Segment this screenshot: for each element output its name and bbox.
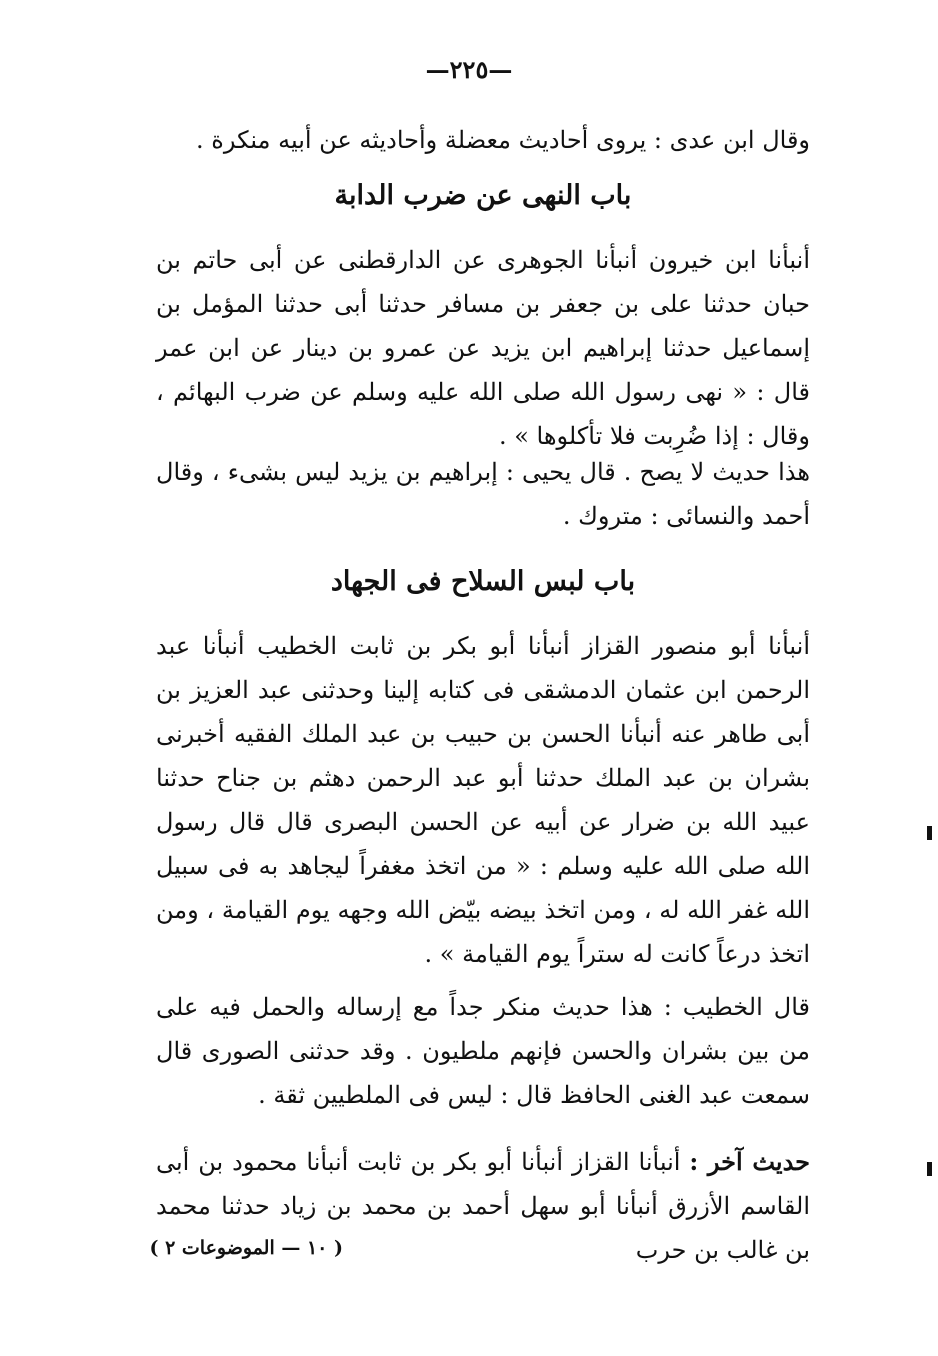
edge-mark <box>927 826 932 840</box>
paragraph-hadith-wearing-arms: أنبأنا أبو منصور القزاز أنبأنا أبو بكر بن ثابت الخطيب أنبأنا عبد الرحمن ابن عثمان الدمشقى فى كتابه إلينا وحدثنى عبد العزيز بن أبى طاهر عنه أنبأنا الحسن بن حبيب بن عبد الملك الفقيه أخبرنى بشران بن عبد الملك حدثنا أبو عبد الرحمن دهثم بن جناح حدثنا عبيد الله بن ضرار عن أبيه عن الحسن البصرى قال قال رسول الله صلى الله عليه وسلم : « من اتخذ مغفراً ليجاهد به فى سبيل الله غفر الله له ، ومن اتخذ بيضه بيّض الله وجهه يوم القيامة ، ومن اتخذ درعاً كانت له ستراً يوم القيامة » . <box>156 632 810 968</box>
section-heading-beating-animals: باب النهى عن ضرب الدابة <box>334 180 632 211</box>
page-number: —٢٢٥— <box>425 55 513 84</box>
paragraph-hadith-beating-animals: أنبأنا ابن خيرون أنبأنا الجوهرى عن الدارقطنى عن أبى حاتم بن حبان حدثنا على بن جعفر بن مسافر حدثنا أبى حدثنا المؤمل بن إسماعيل حدثنا إبراهيم ابن يزيد عن عمرو بن دينار عن ابن عمر قال : « نهى رسول الله صلى الله عليه وسلم عن ضرب البهائم ، وقال : إذا ضُرِبت فلا تأكلوها » . <box>156 246 811 450</box>
intro-line: وقال ابن عدى : يروى أحاديث معضلة وأحاديثه عن أبيه منكرة . <box>196 126 810 154</box>
paragraph-khatib-commentary: قال الخطيب : هذا حديث منكر جداً مع إرساله والحمل فيه على من بين بشران والحسن فإنهم ملطيون . وقد حدثنى الصورى قال سمعت عبد الغنى الحافظ قال : ليس فى الملطيين ثقة . <box>156 993 810 1109</box>
paragraph-hadith-grading: هذا حديث لا يصح . قال يحيى : إبراهيم بن يزيد ليس بشىء ، وقال أحمد والنسائى : متروك . <box>156 458 810 530</box>
another-hadith-text: أنبأنا القزاز أنبأنا أبو بكر بن ثابت أنبأنا محمود بن أبى القاسم الأزرق أنبأنا أبو سهل أحمد بن محمد بن زياد حدثنا محمد بن غالب بن حرب <box>156 1148 810 1264</box>
another-hadith-label: حديث آخر : <box>689 1147 811 1176</box>
footer-signature: ( ١٠ — الموضوعات ٢ ) <box>149 1237 343 1259</box>
section-heading-wearing-arms: باب لبس السلاح فى الجهاد <box>330 566 636 597</box>
edge-mark <box>927 1162 932 1176</box>
